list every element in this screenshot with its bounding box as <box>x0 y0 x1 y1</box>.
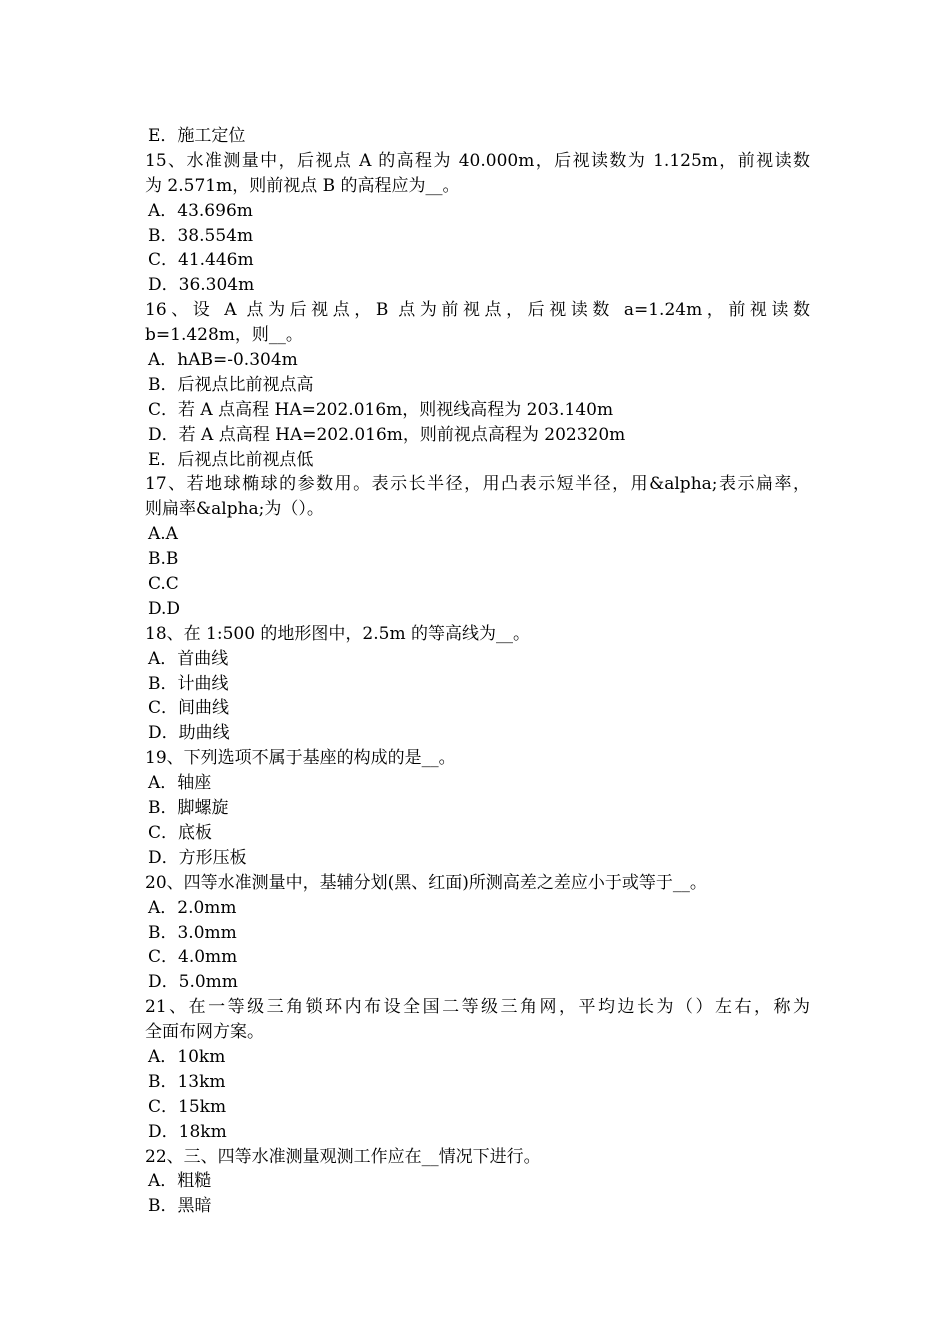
answer-option: A．hAB=-0.304m <box>148 350 298 371</box>
question-text: 则扁率&alpha;为（）。 <box>145 499 324 520</box>
answer-option: C．间曲线 <box>148 698 230 719</box>
answer-option: D．若 A 点高程 HA=202.016m，则前视点高程为 202320m <box>148 424 626 445</box>
question-text: 为 2.571m，则前视点 B 的高程应为__。 <box>145 175 460 196</box>
answer-option: D．方形压板 <box>148 847 247 868</box>
answer-option: B．后视点比前视点高 <box>148 374 314 395</box>
answer-option: B．13km <box>148 1071 226 1092</box>
answer-option: C．15km <box>148 1096 227 1117</box>
answer-option: C．41.446m <box>148 250 254 271</box>
answer-option: D．36.304m <box>148 275 255 296</box>
answer-option: C.C <box>148 574 179 595</box>
question-text: 17、若地球椭球的参数用。表示长半径，用凸表示短半径，用&alpha;表示扁率， <box>145 474 810 495</box>
answer-option: A．2.0mm <box>148 897 237 918</box>
answer-option: A．43.696m <box>148 200 253 221</box>
answer-option: B．计曲线 <box>148 673 229 694</box>
answer-option: C．底板 <box>148 822 213 843</box>
answer-option: D．助曲线 <box>148 723 230 744</box>
answer-option: A．轴座 <box>148 773 212 794</box>
question-text: 18、在 1:500 的地形图中，2.5m 的等高线为__。 <box>145 623 530 644</box>
answer-option: D．5.0mm <box>148 972 238 993</box>
question-text: 15、水准测量中，后视点 A 的高程为 40.000m，后视读数为 1.125m，前视读数 <box>145 150 810 171</box>
answer-option: A．10km <box>148 1046 226 1067</box>
question-text: 20、四等水准测量中，基辅分划(黑、红面)所测高差之差应小于或等于__。 <box>145 872 707 893</box>
answer-option: A．首曲线 <box>148 648 229 669</box>
answer-option: D．18km <box>148 1121 227 1142</box>
question-text: 21、在一等级三角锁环内布设全国二等级三角网，平均边长为（）左右，称为 <box>145 997 810 1018</box>
answer-option: E．后视点比前视点低 <box>148 449 314 470</box>
answer-option: A.A <box>148 524 178 545</box>
document-page <box>145 124 810 1219</box>
answer-option: B.B <box>148 549 179 570</box>
question-text: 16、设 A 点为后视点，B 点为前视点，后视读数 a=1.24m，前视读数 <box>145 300 810 321</box>
answer-option: B．3.0mm <box>148 922 237 943</box>
answer-option: C．若 A 点高程 HA=202.016m，则视线高程为 203.140m <box>148 399 614 420</box>
question-text: 22、三、四等水准测量观测工作应在__情况下进行。 <box>145 1146 541 1167</box>
answer-option: B．38.554m <box>148 225 254 246</box>
answer-option: D.D <box>148 598 181 619</box>
answer-option: C．4.0mm <box>148 947 238 968</box>
answer-option: B．黑暗 <box>148 1196 212 1217</box>
answer-option: E．施工定位 <box>148 126 246 146</box>
answer-option: A．粗糙 <box>148 1171 212 1192</box>
question-text: 19、下列选项不属于基座的构成的是__。 <box>145 748 456 769</box>
question-text: b=1.428m，则__。 <box>145 325 303 346</box>
question-text: 全面布网方案。 <box>145 1022 264 1043</box>
answer-option: B．脚螺旋 <box>148 798 229 819</box>
